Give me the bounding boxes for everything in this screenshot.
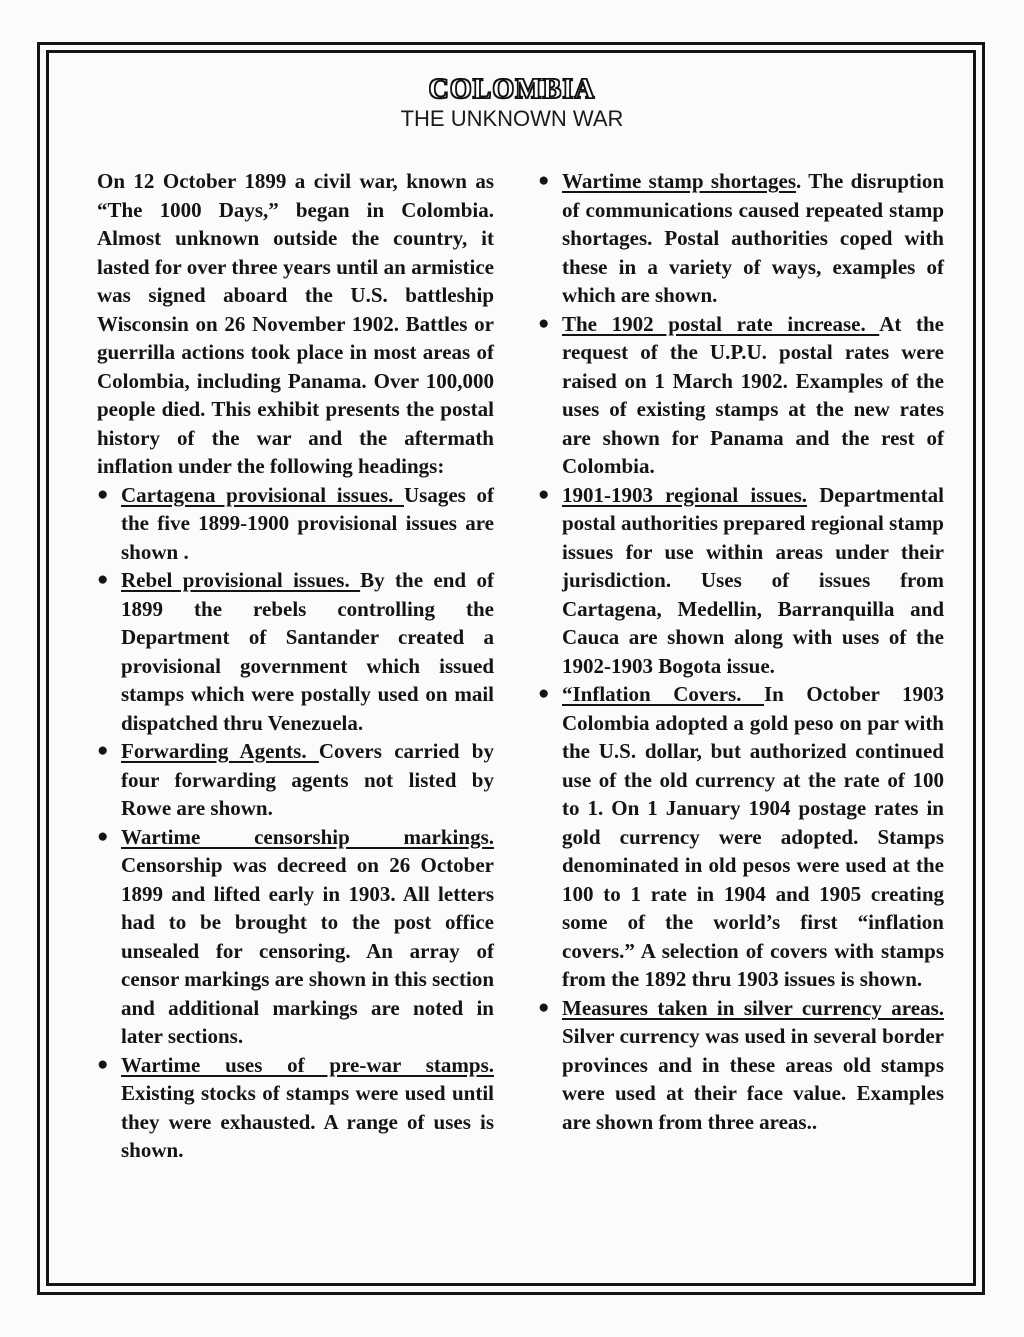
left-topic-list bbox=[97, 481, 494, 1165]
item-heading: Cartagena provisional issues. bbox=[121, 482, 405, 507]
bullet-icon: ● bbox=[538, 312, 550, 334]
list-item bbox=[538, 310, 944, 481]
item-text: Usages of the five 1899-1900 provisional issues are shown . bbox=[121, 482, 494, 564]
item-heading: Forwarding Agents. bbox=[121, 739, 319, 763]
item-text: . The disruption of communications caused repeated stamp shortages. Postal authorities coped with these in a variety of ways, examples of which are shown. bbox=[562, 169, 944, 307]
bullet-icon: ● bbox=[97, 1053, 109, 1075]
list-item bbox=[538, 481, 944, 681]
item-heading: Wartime uses of pre-war stamps. bbox=[121, 1052, 494, 1077]
list-item bbox=[97, 823, 494, 1051]
bullet-icon: ● bbox=[538, 170, 550, 191]
bullet-icon: ● bbox=[97, 740, 109, 761]
item-heading: Wartime stamp shortages bbox=[562, 169, 797, 193]
left-column bbox=[97, 167, 494, 1165]
intro-paragraph: On 12 October 1899 a civil war, known as “The 1000 Days,” began in Colombia. Almost unknown outside the country, it lasted for over three years until an armistice was signed aboard the U.S. battleship Wisconsin on 26 November 1902. Battles or guerrilla actions took place in most areas of Colombia, including Panama. Over 100,000 people died. This exhibit presents the postal history of the war and the aftermath inflation under the following headings: bbox=[97, 169, 494, 478]
item-text: At the request of the U.P.U. postal rates were raised on 1 March 1902. Examples of the uses of existing stamps at the new rates are shown for Panama and the rest of Colombia. bbox=[562, 311, 944, 478]
item-heading: 1901-1903 regional issues. bbox=[562, 482, 808, 507]
item-text: Covers carried by four forwarding agents not listed by Rowe are shown. bbox=[121, 739, 494, 820]
item-text: Censorship was decreed on 26 October 1899 and lifted early in 1903. All letters had to be brought to the post office unsealed for censoring. An array of censor markings are shown in this section and additional markings are noted in later sections. bbox=[121, 853, 494, 1048]
item-heading: Measures taken in silver currency areas. bbox=[562, 995, 944, 1020]
bullet-icon: ● bbox=[97, 483, 109, 505]
list-item bbox=[538, 680, 944, 994]
list-item bbox=[97, 737, 494, 823]
item-text: Existing stocks of stamps were used until they were exhausted. A range of uses is shown. bbox=[121, 1081, 494, 1162]
bullet-icon: ● bbox=[538, 483, 550, 505]
list-item bbox=[97, 1051, 494, 1165]
right-topic-list bbox=[538, 167, 944, 1136]
bullet-icon: ● bbox=[97, 569, 109, 590]
bullet-icon: ● bbox=[538, 996, 550, 1018]
bullet-icon: ● bbox=[97, 825, 109, 847]
list-item bbox=[97, 481, 494, 567]
item-text: Silver currency was used in several border provinces and in these areas old stamps were used at their face value. Examples are shown from three areas.. bbox=[562, 1024, 944, 1134]
item-text: By the end of 1899 the rebels controlling the Department of Santander created a provisional government which issued stamps which were postally used on mail dispatched thru Venezuela. bbox=[121, 568, 494, 735]
right-column bbox=[538, 167, 944, 1136]
item-text: Departmental postal authorities prepared regional stamp issues for use within areas under their jurisdiction. Uses of issues from Cartagena, Medellin, Barranquilla and Cauca are shown along with uses of the 1902-1903 Bogota issue. bbox=[562, 482, 944, 678]
list-item bbox=[97, 566, 494, 737]
list-item bbox=[538, 167, 944, 310]
bullet-icon: ● bbox=[538, 683, 550, 704]
item-heading: Wartime censorship markings. bbox=[121, 824, 494, 849]
item-heading: Rebel provisional issues. bbox=[121, 568, 361, 592]
list-item bbox=[538, 994, 944, 1137]
item-heading: “Inflation Covers. bbox=[562, 682, 764, 706]
item-text: In October 1903 Colombia adopted a gold peso on par with the U.S. dollar, but authorized continued use of the old currency at the rate of 100 to 1. On 1 January 1904 postage rates in gold currency were adopted. Stamps denominated in old pesos were used at the 100 to 1 rate in 1904 and 1905 creating some of the world’s first “inflation covers.” A selection of covers with stamps from the 1892 thru 1903 issues is shown. bbox=[562, 682, 944, 991]
page-subtitle: THE UNKNOWN WAR bbox=[400, 106, 624, 131]
item-heading: The 1902 postal rate increase. bbox=[562, 311, 880, 336]
page-title: COLOMBIA bbox=[428, 74, 596, 105]
